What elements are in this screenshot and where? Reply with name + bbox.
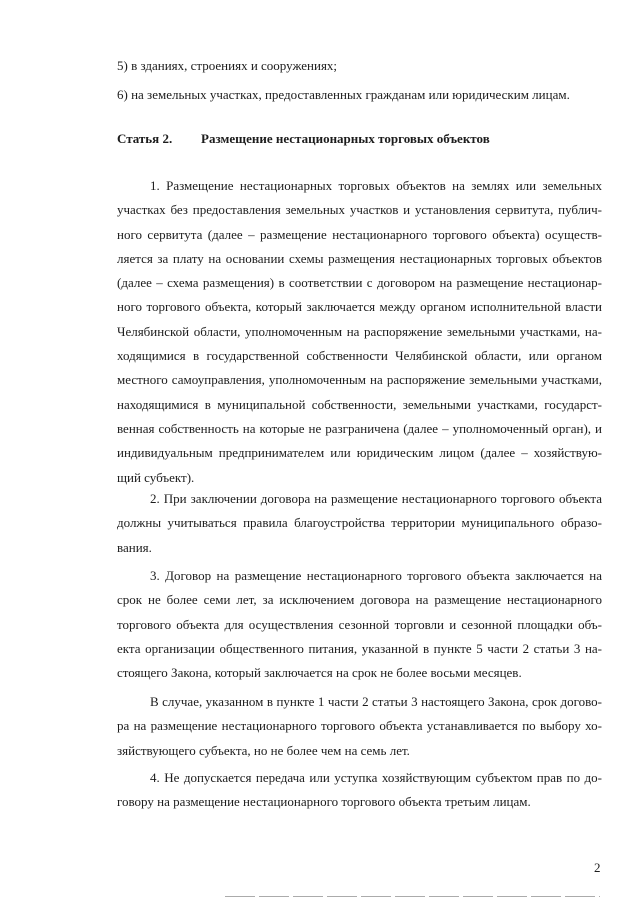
paragraph-line: зяйствующего субъекта, но не более чем на семь лет. (117, 742, 410, 758)
paragraph-5 (117, 766, 602, 815)
paragraph-line: говору на размещение нестационарного торгового объекта третьим лицам. (117, 794, 531, 810)
paragraph-line: находящимися в муниципальной собственности, земельными участками, государст- (117, 396, 602, 412)
paragraph-line: местного самоуправления, уполномоченным на распоряжение земельными участками, (117, 372, 602, 388)
paragraph-line: В случае, указанном в пункте 1 части 2 статьи 3 настоящего Закона, срок догово- (150, 694, 602, 709)
paragraph-4 (117, 690, 602, 763)
paragraph-line: ного сервитута (далее – размещение нестационарного торгового объекта) осуществ- (117, 226, 602, 242)
article-heading (117, 131, 490, 147)
paragraph-line: ходящимися в государственной собственности Челябинской области, или органом (117, 348, 602, 364)
paragraph-line: 3. Договор на размещение нестационарного торгового объекта заключается на (150, 568, 602, 583)
paragraph-line: венная собственность на которые не разграничена (далее – уполномоченный орган), и (117, 420, 602, 436)
paragraph-line: индивидуальным предпринимателем или юридическим лицом (далее – хозяйствую- (117, 445, 602, 461)
paragraph-line: екта организации общественного питания, указанной в пункте 5 части 2 статьи 3 на- (117, 640, 602, 656)
paragraph-line: стоящего Закона, который заключается на срок не более восьми месяцев. (117, 665, 522, 681)
list-item-5: 5) в зданиях, строениях и сооружениях; (117, 58, 338, 73)
paragraph-line: щий субъект). (117, 469, 195, 485)
list-item-6: 6) на земельных участках, предоставленных гражданам или юридическим лицам. (117, 87, 570, 102)
paragraph-3 (117, 564, 602, 685)
paragraph-line: срок не более семи лет, за исключением договора на размещение нестационарного (117, 592, 602, 608)
paragraph-line: участках без предоставления земельных участков и установления сервитута, публич- (117, 202, 602, 218)
paragraph-line: 1. Размещение нестационарных торговых объектов на землях или земельных (150, 178, 602, 193)
paragraph-line: Челябинской области, уполномоченным на распоряжение земельными участками, на- (117, 323, 602, 339)
page-number: 2 (594, 860, 601, 875)
paragraph-2 (117, 487, 602, 560)
paragraph-line: 4. Не допускается передача или уступка хозяйствующим субъектом прав по до- (150, 770, 602, 785)
paragraph-line: ра на размещение нестационарного торгового объекта устанавливается по выбору хо- (117, 718, 602, 734)
paragraph-line: должны учитываться правила благоустройства территории муниципального образо- (117, 515, 602, 531)
footer-divider (225, 896, 600, 897)
article-number: Статья 2. (117, 131, 173, 146)
paragraph-line: вания. (117, 539, 152, 555)
paragraph-line: 2. При заключении договора на размещение нестационарного торгового объекта (150, 491, 602, 506)
paragraph-line: (далее – схема размещения) в соответствии с договором на размещение нестационар- (117, 275, 602, 291)
article-title: Размещение нестационарных торговых объектов (201, 131, 490, 146)
paragraph-line: ного торгового объекта, который заключается между органом исполнительной власти (117, 299, 602, 315)
paragraph-line: торгового объекта для осуществления сезонной торговли и сезонной площадки объ- (117, 616, 602, 632)
paragraph-line: ляется за плату на основании схемы размещения нестационарных торговых объектов (117, 250, 602, 266)
paragraph-1 (117, 174, 602, 490)
